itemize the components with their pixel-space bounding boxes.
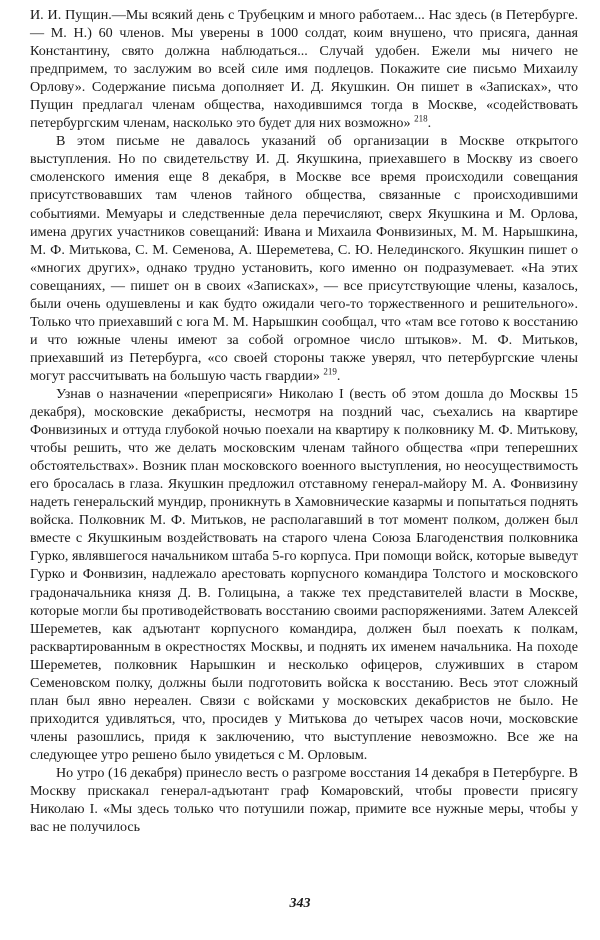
page-number: 343 bbox=[289, 896, 311, 911]
footnote-ref: 218 bbox=[414, 113, 428, 124]
paragraph-text: В этом письме не давалось указаний об организации в Москве открытого выступления. Но по свидетельству И. Д. Якушкина, приехавшего в Москву из своего смоленского имения еще 8 декабря, в Москве все время происходили совещания присутствовавших там членов тайного общества, связанные с происходившими событиями. Мемуары и следственные дела перечисляют, сверх Якушкина и М. Орлова, имена других участников совещаний: Ивана и Михаила Фонвизиных, М. М. Нарышкина, М. Ф. Митькова, С. М. Семенова, А. Шереметева, С. Ю. Нелединского. Якушкин пишет о «многих других», однако трудно установить, кого именно он подразумевает. «На этих совещаниях, — пишет он в своих «Записках», — все присутствующие члены, казалось, были очень одушевлены и как будто ожидали чего-то торжественного и решительного». Только что приехавший с юга М. М. Нарышкин сообщал, что «там все готово к восстанию и что южные члены имеют за собой огромное число штыков». М. Ф. Митьков, приехавший из Петербурга, «со своей стороны также уверял, что петербургские члены могут рассчитывать на большую часть гвардии» bbox=[30, 133, 578, 384]
paragraph bbox=[30, 385, 578, 764]
paragraph-text: Узнав о назначении «переприсяги» Николаю I (весть об этом дошла до Москвы 15 декабря), московские декабристы, несмотря на поздний час, съехались на квартире Фонвизиных и оттуда глубокой ночью поехали на квартиру к полковнику М. Ф. Митькову, чтобы решить, что же делать московским членам тайного общества «при теперешних обстоятельствах». Возник план московского военного выступления, но неосуществимость его бросалась в глаза. Якушкин предложил отставному генерал-майору М. А. Фонвизину надеть генеральский мундир, проникнуть в Хамовнические казармы и попытаться поднять войска. Полковник М. Ф. Митьков, не располагавший в тот момент полком, должен был вместе с Якушкиным воздействовать на старого члена Союза Благоденствия полковника Гурко, являвшегося начальником штаба 5-го корпуса. При помощи войск, которые выведут Гурко и Фонвизин, надлежало арестовать корпусного командира Толстого и московского градоначальника князя Д. В. Голицына, а также тех представителей власти в Москве, которые могли бы противодействовать восстанию своими распоряжениями. Затем Алексей Шереметев, как адъютант корпусного командира, должен был поехать к полкам, расквартированным в окрестностях Москвы, и поднять их именем начальника. На походе Шереметев, полковник Нарышкин и несколько офицеров, служивших в старом Семеновском полку, должны были подготовить войска к восстанию. Весь этот сложный план был явно нереален. Связи с войсками у московских декабристов не было. Не приходится удивляться, что, просидев у Митькова до четырех часов ночи, московские члены разошлись, придя к заключению, что выступление невозможно. Все же на следующее утро решено было увидеться с М. Орловым. bbox=[30, 385, 578, 763]
paragraph: И. И. Пущин.—Мы всякий день с Трубецким и много работаем... Нас здесь (в Петербурге. — М. Н.) 60 членов. Мы уверены в 1000 солдат, коим внушено, что присяга, данная Константину, свято должна наблюдаться... Случай удобен. Ежели мы ничего не предпримем, то заслужим во всей силе имя подлецов. Покажите сие письмо Михаилу Орлову». Содержание письма дополняет И. Д. Якушкин. Он пишет в «Записках», что Пущин предлагал членам общества, находившимся тогда в Москве, «содействовать петербургским членам, насколько это будет для них возможно» $^{218}$. bbox=[30, 7, 578, 132]
paragraph-text: И. И. Пущин.—Мы всякий день с Трубецким и много работаем... Нас здесь (в Петербурге. — М. Н.) 60 членов. Мы уверены в 1000 солдат, коим внушено, что присяга, данная Константину, свято должна наблюдаться... Случай удобен. Ежели мы ничего не предпримем, то заслужим во всей силе имя подлецов. Покажите сие письмо Михаилу Орлову». Содержание письма дополняет И. Д. Якушкин. Он пишет в «Записках», что Пущин предлагал членам общества, находившимся тогда в Москве, «содействовать петербургским членам, насколько это будет для них возможно» bbox=[30, 7, 578, 132]
footnote-ref: 219 bbox=[323, 366, 337, 377]
paragraph: В этом письме не давалось указаний об организации в Москве открытого выступления. Но по свидетельству И. Д. Якушкина, приехавшего в Москву из своего смоленского имения еще 8 декабря, в Москве все время происходили совещания присутствовавших там членов тайного общества, связанные с происходившими событиями. Мемуары и следственные дела перечисляют, сверх Якушкина и М. Орлова, имена других участников совещаний: Ивана и Михаила Фонвизиных, М. М. Нарышкина, М. Ф. Митькова, С. М. Семенова, А. Шереметева, С. Ю. Нелединского. Якушкин пишет о «многих других», однако трудно установить, кого именно он подразумевает. «На этих совещаниях, — пишет он в своих «Записках», — все присутствующие члены, казалось, были очень одушевлены и как будто ожидали чего-то торжественного и решительного». Только что приехавший с юга М. М. Нарышкин сообщал, что «там все готово к восстанию и что южные члены имеют за собой огромное число штыков». М. Ф. Митьков, приехавший из Петербурга, «со своей стороны также уверял, что петербургские члены могут рассчитывать на большую часть гвардии» $^{219}$. bbox=[30, 133, 578, 384]
paragraph bbox=[30, 764, 578, 836]
page-text bbox=[30, 6, 578, 836]
paragraph-text: Но утро (16 декабря) принесло весть о разгроме восстания 14 декабря в Петербурге. В Москву прискакал генерал-адъютант граф Комаровский, чтобы провести присягу Николаю I. «Мы здесь только что потушили пожар, примите все нужные меры, чтобы у вас не получилось bbox=[30, 764, 578, 836]
